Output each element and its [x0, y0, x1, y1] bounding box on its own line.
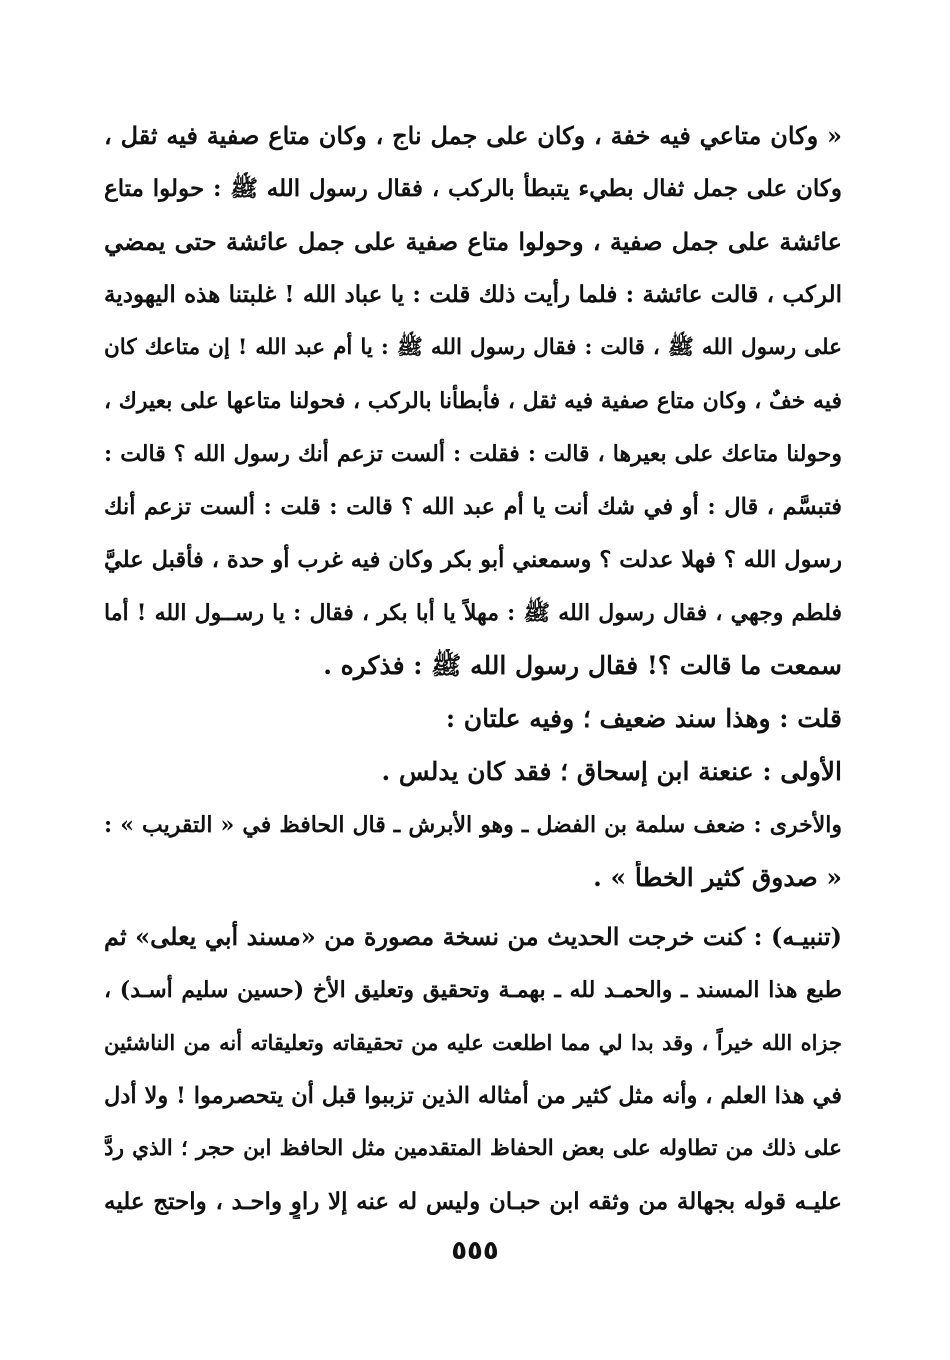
paragraph-1-line: سمعت ما قالت ؟! فقال رسول الله ﷺ : فذكره . [323, 651, 842, 680]
note-weak-chain: قلت : وهذا سند ضعيف ؛ وفيه علتان : [445, 704, 842, 733]
paragraph-2-line: (تنبيـه) : كنت خرجت الحديث من نسخة مصورة من «مسند أبي يعلى» ثم [104, 922, 842, 951]
paragraph-1-line: فيه خفٌ ، وكان متاع صفية فيه ثقل ، فأبطأنا بالركب ، فحولنا متاعها على بعيرك ، [104, 388, 842, 414]
paragraph-1-line: فلطم وجهي ، فقال رسول الله ﷺ : مهلاً يا أبا بكر ، فقال : يا رســول الله ! أما [104, 600, 842, 626]
paragraph-1-line: وكان على جمل ثفال بطيء يتبطأ بالركب ، فقال رسول الله ﷺ : حولوا متاع [104, 175, 842, 202]
note-second-defect: والأخرى : ضعف سلمة بن الفضل ـ وهو الأبرش ـ قال الحافظ في « التقريب » : [104, 812, 842, 838]
paragraph-2-line: في هذا العلم ، وأنه مثل كثير من أمثاله الذين تزببوا قبل أن يتحصرموا ! ولا أدل [104, 1083, 842, 1109]
paragraph-2-line: على ذلك من تطاوله على بعض الحفاظ المتقدمين مثل الحافظ ابن حجر ؛ الذي ردَّ [104, 1136, 842, 1161]
note-second-defect-quote: « صدوق كثير الخطأ » . [593, 863, 842, 892]
paragraph-1-line: « وكان متاعي فيه خفة ، وكان على جمل ناج ، وكان متاع صفية فيه ثقل ، [104, 121, 842, 150]
paragraph-1-line: على رسول الله ﷺ ، قالت : فقال رسول الله ﷺ : يا أم عبد الله ! إن متاعك كان [104, 335, 842, 360]
page-number: ٥٥٥ [451, 1236, 499, 1266]
note-first-defect: الأولى : عنعنة ابن إسحاق ؛ فقد كان يدلس . [381, 757, 842, 786]
paragraph-2-line: جزاه الله خيراً ، وقد بدا لي مما اطلعت عليه من تحقيقاته وتعليقاته أنه من الناشئين [104, 1030, 842, 1055]
paragraph-1-line: عائشة على جمل صفية ، وحولوا متاع صفية على جمل عائشة حتى يمضي [104, 227, 842, 256]
paragraph-2-line: طبع هذا المسند ـ والحمـد لله ـ بهمـة وتحقيق وتعليق الأخ (حسين سليم أسـد) ، [104, 977, 842, 1003]
paragraph-1-line: فتبسَّم ، قال : أو في شك أنت يا أم عبد الله ؟ قالت : قلت : ألست تزعم أنك [104, 494, 842, 520]
paragraph-1-line: رسول الله ؟ فهلا عدلت ؟ وسمعني أبو بكر وكان فيه غرب أو حدة ، فأقبل عليَّ [104, 547, 842, 573]
paragraph-1-line: الركب ، قالت عائشة : فلما رأيت ذلك قلت : يا عباد الله ! غلبتنا هذه اليهودية [104, 281, 842, 308]
paragraph-2-line: عليـه قوله بجهالة من وثقه ابن حبـان وليس له عنه إلا راوٍ واحـد ، واحتج عليه [104, 1188, 842, 1215]
paragraph-1-line: وحولنا متاعك على بعيرها ، قالت : فقلت : ألست تزعم أنك رسول الله ؟ قالت : [104, 441, 842, 467]
